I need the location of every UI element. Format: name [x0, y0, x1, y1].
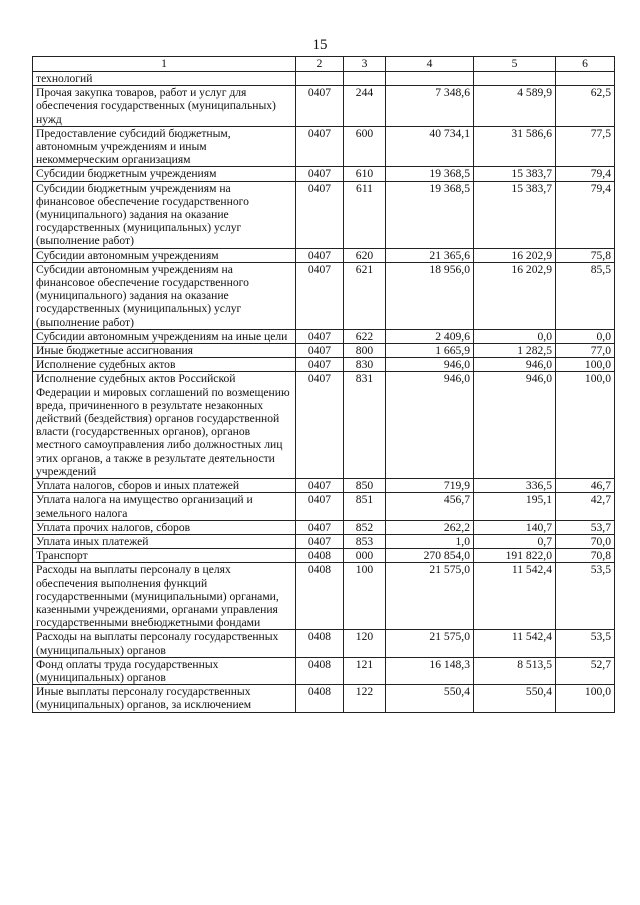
expense-type-cell: 610	[344, 167, 386, 181]
planned-amount-cell: 262,2	[386, 520, 474, 534]
row-description: Субсидии автономным учреждениям	[33, 248, 296, 262]
row-description: технологий	[33, 72, 296, 86]
planned-amount-cell: 456,7	[386, 493, 474, 520]
execution-percent-cell: 53,5	[556, 630, 615, 657]
execution-percent-cell: 70,8	[556, 549, 615, 563]
row-description: Фонд оплаты труда государственных (муниципальных) органов	[33, 657, 296, 684]
section-code-cell: 0407	[296, 493, 344, 520]
row-description: Исполнение судебных актов	[33, 358, 296, 372]
planned-amount-cell: 270 854,0	[386, 549, 474, 563]
executed-amount-cell: 0,7	[474, 534, 556, 548]
planned-amount-cell: 1 665,9	[386, 344, 474, 358]
expense-type-cell: 000	[344, 549, 386, 563]
planned-amount-cell: 7 348,6	[386, 86, 474, 127]
executed-amount-cell: 195,1	[474, 493, 556, 520]
expense-type-cell: 852	[344, 520, 386, 534]
planned-amount-cell: 16 148,3	[386, 657, 474, 684]
row-description: Расходы на выплаты персоналу государственных (муниципальных) органов	[33, 630, 296, 657]
section-code-cell: 0407	[296, 520, 344, 534]
section-code-cell: 0407	[296, 86, 344, 127]
execution-percent-cell: 42,7	[556, 493, 615, 520]
execution-percent-cell: 100,0	[556, 372, 615, 479]
section-code-cell: 0407	[296, 181, 344, 248]
table-row	[33, 685, 615, 712]
execution-percent-cell: 100,0	[556, 358, 615, 372]
row-description: Предоставление субсидий бюджетным, автономным учреждениям и иным некоммерческим организациям	[33, 126, 296, 167]
section-code-cell: 0407	[296, 126, 344, 167]
execution-percent-cell	[556, 72, 615, 86]
table-row	[33, 358, 615, 372]
row-description: Иные выплаты персоналу государственных (муниципальных) органов, за исключением	[33, 685, 296, 712]
executed-amount-cell: 140,7	[474, 520, 556, 534]
column-header: 4	[386, 57, 474, 72]
header-row	[33, 57, 615, 72]
table-row	[33, 479, 615, 493]
executed-amount-cell: 8 513,5	[474, 657, 556, 684]
table-row	[33, 167, 615, 181]
table-row	[33, 520, 615, 534]
table-row	[33, 126, 615, 167]
row-description: Расходы на выплаты персоналу в целях обеспечения выполнения функций государственными (муниципальными) органами, казенными учреждениями, органами управления государственными внебюджетными фондами	[33, 563, 296, 630]
executed-amount-cell: 191 822,0	[474, 549, 556, 563]
expense-type-cell: 121	[344, 657, 386, 684]
execution-percent-cell: 52,7	[556, 657, 615, 684]
row-description: Субсидии бюджетным учреждениям на финансовое обеспечение государственного (муниципального) задания на оказание государственных (муниципальных) услуг (выполнение работ)	[33, 181, 296, 248]
planned-amount-cell: 946,0	[386, 372, 474, 479]
table-row	[33, 549, 615, 563]
row-description: Уплата иных платежей	[33, 534, 296, 548]
execution-percent-cell: 75,8	[556, 248, 615, 262]
table-row	[33, 86, 615, 127]
planned-amount-cell: 1,0	[386, 534, 474, 548]
row-description: Иные бюджетные ассигнования	[33, 344, 296, 358]
executed-amount-cell: 16 202,9	[474, 262, 556, 329]
expense-type-cell: 122	[344, 685, 386, 712]
section-code-cell: 0407	[296, 372, 344, 479]
section-code-cell: 0407	[296, 358, 344, 372]
executed-amount-cell: 946,0	[474, 372, 556, 479]
column-header: 2	[296, 57, 344, 72]
section-code-cell: 0408	[296, 549, 344, 563]
executed-amount-cell: 16 202,9	[474, 248, 556, 262]
execution-percent-cell: 79,4	[556, 167, 615, 181]
execution-percent-cell: 53,7	[556, 520, 615, 534]
section-code-cell: 0407	[296, 479, 344, 493]
execution-percent-cell: 0,0	[556, 329, 615, 343]
row-description: Транспорт	[33, 549, 296, 563]
table-row	[33, 563, 615, 630]
table-row	[33, 72, 615, 86]
execution-percent-cell: 62,5	[556, 86, 615, 127]
executed-amount-cell: 946,0	[474, 358, 556, 372]
expense-type-cell: 800	[344, 344, 386, 358]
expense-type-cell: 100	[344, 563, 386, 630]
expense-type-cell: 600	[344, 126, 386, 167]
execution-percent-cell: 79,4	[556, 181, 615, 248]
section-code-cell: 0408	[296, 563, 344, 630]
row-description: Субсидии автономным учреждениям на иные цели	[33, 329, 296, 343]
section-code-cell: 0407	[296, 167, 344, 181]
section-code-cell	[296, 72, 344, 86]
table-row	[33, 493, 615, 520]
executed-amount-cell: 31 586,6	[474, 126, 556, 167]
expense-type-cell	[344, 72, 386, 86]
table-row	[33, 248, 615, 262]
row-description: Субсидии автономным учреждениям на финансовое обеспечение государственного (муниципального) задания на оказание государственных (муниципальных) услуг (выполнение работ)	[33, 262, 296, 329]
section-code-cell: 0407	[296, 534, 344, 548]
executed-amount-cell: 4 589,9	[474, 86, 556, 127]
table-row	[33, 181, 615, 248]
executed-amount-cell: 336,5	[474, 479, 556, 493]
execution-percent-cell: 53,5	[556, 563, 615, 630]
section-code-cell: 0408	[296, 657, 344, 684]
row-description: Прочая закупка товаров, работ и услуг для обеспечения государственных (муниципальных) нужд	[33, 86, 296, 127]
expense-type-cell: 621	[344, 262, 386, 329]
expense-type-cell: 831	[344, 372, 386, 479]
planned-amount-cell: 2 409,6	[386, 329, 474, 343]
planned-amount-cell: 550,4	[386, 685, 474, 712]
row-description: Уплата налога на имущество организаций и земельного налога	[33, 493, 296, 520]
table-row	[33, 372, 615, 479]
execution-percent-cell: 77,0	[556, 344, 615, 358]
planned-amount-cell: 21 365,6	[386, 248, 474, 262]
execution-percent-cell: 77,5	[556, 126, 615, 167]
planned-amount-cell	[386, 72, 474, 86]
section-code-cell: 0408	[296, 630, 344, 657]
executed-amount-cell: 1 282,5	[474, 344, 556, 358]
section-code-cell: 0408	[296, 685, 344, 712]
row-description: Уплата налогов, сборов и иных платежей	[33, 479, 296, 493]
expense-type-cell: 622	[344, 329, 386, 343]
section-code-cell: 0407	[296, 344, 344, 358]
table-row	[33, 630, 615, 657]
row-description: Субсидии бюджетным учреждениям	[33, 167, 296, 181]
section-code-cell: 0407	[296, 262, 344, 329]
expense-type-cell: 851	[344, 493, 386, 520]
planned-amount-cell: 19 368,5	[386, 181, 474, 248]
executed-amount-cell: 15 383,7	[474, 181, 556, 248]
expense-type-cell: 830	[344, 358, 386, 372]
planned-amount-cell: 19 368,5	[386, 167, 474, 181]
table-row	[33, 534, 615, 548]
executed-amount-cell: 0,0	[474, 329, 556, 343]
row-description: Исполнение судебных актов Российской Федерации и мировых соглашений по возмещению вреда, причиненного в результате незаконных действий (бездействия) органов государственной власти (государственных органов), органов местного самоуправления либо должностных лиц этих органов, а также в результате деятельности учреждений	[33, 372, 296, 479]
column-header: 5	[474, 57, 556, 72]
executed-amount-cell: 550,4	[474, 685, 556, 712]
section-code-cell: 0407	[296, 248, 344, 262]
expense-type-cell: 611	[344, 181, 386, 248]
table-row	[33, 657, 615, 684]
column-header: 1	[33, 57, 296, 72]
table-row	[33, 262, 615, 329]
executed-amount-cell: 11 542,4	[474, 563, 556, 630]
column-header: 6	[556, 57, 615, 72]
executed-amount-cell	[474, 72, 556, 86]
planned-amount-cell: 21 575,0	[386, 563, 474, 630]
expense-type-cell: 244	[344, 86, 386, 127]
executed-amount-cell: 15 383,7	[474, 167, 556, 181]
expense-type-cell: 620	[344, 248, 386, 262]
expense-type-cell: 850	[344, 479, 386, 493]
section-code-cell: 0407	[296, 329, 344, 343]
table-row	[33, 329, 615, 343]
planned-amount-cell: 719,9	[386, 479, 474, 493]
execution-percent-cell: 100,0	[556, 685, 615, 712]
budget-table	[32, 56, 615, 713]
planned-amount-cell: 18 956,0	[386, 262, 474, 329]
executed-amount-cell: 11 542,4	[474, 630, 556, 657]
expense-type-cell: 120	[344, 630, 386, 657]
planned-amount-cell: 946,0	[386, 358, 474, 372]
planned-amount-cell: 21 575,0	[386, 630, 474, 657]
planned-amount-cell: 40 734,1	[386, 126, 474, 167]
table-body	[33, 72, 615, 713]
execution-percent-cell: 85,5	[556, 262, 615, 329]
table-row	[33, 344, 615, 358]
column-header: 3	[344, 57, 386, 72]
execution-percent-cell: 70,0	[556, 534, 615, 548]
row-description: Уплата прочих налогов, сборов	[33, 520, 296, 534]
expense-type-cell: 853	[344, 534, 386, 548]
page-number: 15	[312, 37, 328, 53]
execution-percent-cell: 46,7	[556, 479, 615, 493]
